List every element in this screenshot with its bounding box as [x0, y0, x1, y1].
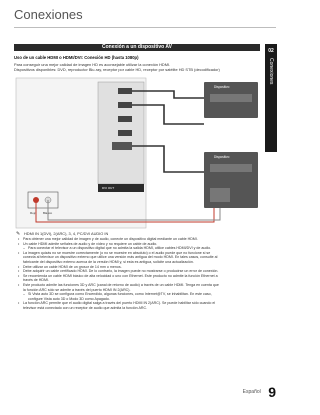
device-port: [210, 164, 252, 172]
note-icon: ✎: [16, 231, 21, 237]
device-label: Dispositivo: [214, 155, 230, 159]
list-item: • La función ARC permite que el audio digital salga a través del puerto HDMI IN 2(ARC). Se puede habilitar sólo cuando el: [14, 301, 260, 306]
list-item: televisor está conectado con un receptor de audio que admita la función ARC.: [23, 305, 148, 310]
audio-label-white: Blanco: [43, 211, 53, 215]
list-item: • Un cable HDMI admite señales de audio y de vídeo y no requiere un cable de audio.: [14, 242, 260, 247]
list-item: fabricante del dispositivo externo acerca de la versión HDMI y, si esta es antigua, solicite una actualización.: [23, 259, 194, 264]
page-number: 9: [268, 383, 276, 400]
list-item: • Debe utilizar un cable HDMI de un grosor de 14 mm o menos.: [14, 265, 260, 270]
subheading: Uso de un cable HDMI o HDMI/DVI: Conexión HD (hasta 1080p): [14, 55, 139, 60]
hdmi-port: [118, 116, 132, 122]
note-header: HDMI IN 1(DVI), 2(ARC), 3, 4, PC/DVI AUDIO IN: [24, 231, 109, 236]
list-item: • Este producto admite las funciones 3D y ARC (canal de retorno de audio) a través de un cable HDMI. Tenga en cuenta que: [14, 283, 260, 288]
list-item: conecta al televisor un dispositivo externo que utilice una versión más antigua del modo HDMI. En tales casos, consulte al: [23, 255, 218, 260]
section-title-bar: Conexión a un dispositivo AV: [14, 44, 260, 51]
intro-line: Dispositivos disponibles: DVD, reproductor Blu-ray, receptor por cable HD, receptor por satélite HD STB (decodificador): [14, 67, 220, 72]
chapter-number: 02: [268, 48, 274, 54]
list-item: • Se recomienda un cable HDMI básico de alta velocidad o uno con Ethernet. Este producto no admite la función Ethernet a: [14, 274, 260, 279]
list-item: • La imagen quizás no se muestre correctamente (o no se muestre en absoluto) o el audio puede que no funcione si se: [14, 251, 260, 256]
list-item: través de HDMI.: [23, 278, 49, 283]
connection-diagram: [14, 76, 260, 230]
list-item: – Si Vista auto 3D se configura como Encendido, algunas funciones, como Internet@TV, se inhabilitan. En este caso,: [14, 292, 260, 297]
hdmi-port: [118, 102, 132, 108]
notes-list: [14, 237, 260, 311]
page-footer: [243, 383, 276, 401]
hdmi-port: [118, 130, 132, 136]
audio-label-red: Rojo: [30, 211, 37, 215]
list-item: la función ARC sólo se admite a través del puerto HDMI IN 2(ARC).: [23, 287, 131, 292]
list-item: • Debe adquirir un cable certificado HDMI. De lo contrario, la imagen puede no mostrarse o producirse un error de conexión.: [14, 269, 260, 274]
page-title: Conexiones: [14, 7, 83, 22]
device-port: [210, 94, 252, 102]
list-item: – Para conectar el televisor a un dispositivo digital que no admita la salida HDMI, utilice cables HDMI/DVI y de audio.: [14, 246, 260, 251]
chapter-name: Conexiones: [268, 58, 274, 85]
title-rule: [14, 27, 276, 28]
dvi-out-label: DVI OUT: [102, 186, 115, 190]
hdmi-port: [118, 88, 132, 94]
device-label: Dispositivo: [214, 85, 230, 89]
footer-language: Español: [242, 388, 261, 395]
dvi-audio-port: [112, 142, 132, 150]
list-item: • Para obtener una mejor calidad de imagen y de audio, conecte un dispositivo digital mediante un cable HDMI.: [14, 237, 260, 242]
intro-line: Para conseguir una mejor calidad de imagen HD es aconsejable utilizar la conexión HDMI.: [14, 62, 171, 67]
list-item: configure Vista auto 3D o Modo 3D como Apagado.: [28, 296, 110, 301]
device-audio-port: [210, 188, 230, 202]
chapter-tab: [265, 44, 277, 152]
